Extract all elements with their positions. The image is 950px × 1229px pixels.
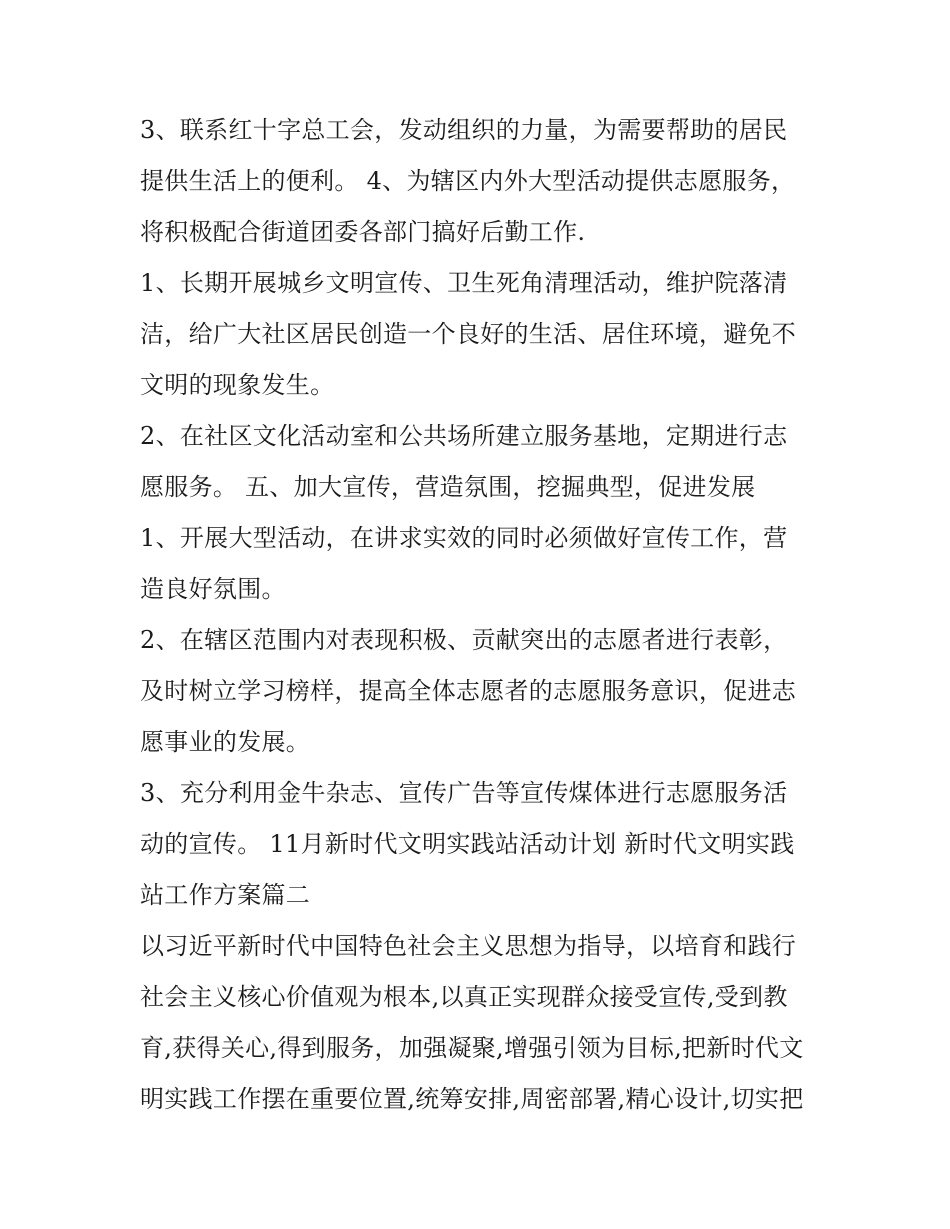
text-line: 及时树立学习榜样，提高全体志愿者的志愿服务意识，促进志 [140,677,797,705]
document-body [140,105,820,1125]
text-line: 育,获得关心,得到服务，加强凝聚,增强引领为目标,把新时代文 [140,1034,804,1062]
text-line: 以习近平新时代中国特色社会主义思想为指导，以培育和践行 [140,932,797,960]
text-line: 将积极配合街道团委各部门搞好后勤工作. [140,218,586,246]
text-line: 3、联系红十字总工会，发动组织的力量，为需要帮助的居民 [140,116,788,144]
text-line: 1、长期开展城乡文明宣传、卫生死角清理活动，维护院落清 [140,269,788,297]
text-line: 动的宣传。 11月新时代文明实践站活动计划 新时代文明实践 [140,830,795,858]
text-line: 文明的现象发生。 [140,371,335,399]
text-line: 造良好氛围。 [140,575,286,603]
text-line: 提供生活上的便利。 4、为辖区内外大型活动提供志愿服务， [140,167,796,195]
text-line: 洁，给广大社区居民创造一个良好的生活、居住环境，避免不 [140,320,797,348]
text-line: 明实践工作摆在重要位置,统筹安排,周密部署,精心设计,切实把 [140,1085,804,1113]
text-line: 2、在辖区范围内对表现积极、贡献突出的志愿者进行表彰， [140,626,788,654]
text-line: 愿事业的发展。 [140,728,311,756]
text-line: 愿服务。 五、加大宣传，营造氛围，挖掘典型，促进发展 [140,473,756,501]
text-line: 1、开展大型活动，在讲求实效的同时必须做好宣传工作，营 [140,524,788,552]
text-line: 社会主义核心价值观为根本,以真正实现群众接受宣传,受到教 [140,983,788,1011]
text-line: 2、在社区文化活动室和公共场所建立服务基地，定期进行志 [140,422,788,450]
text-line: 站工作方案篇二 [140,881,311,909]
text-line: 3、充分利用金牛杂志、宣传广告等宣传煤体进行志愿服务活 [140,779,788,807]
